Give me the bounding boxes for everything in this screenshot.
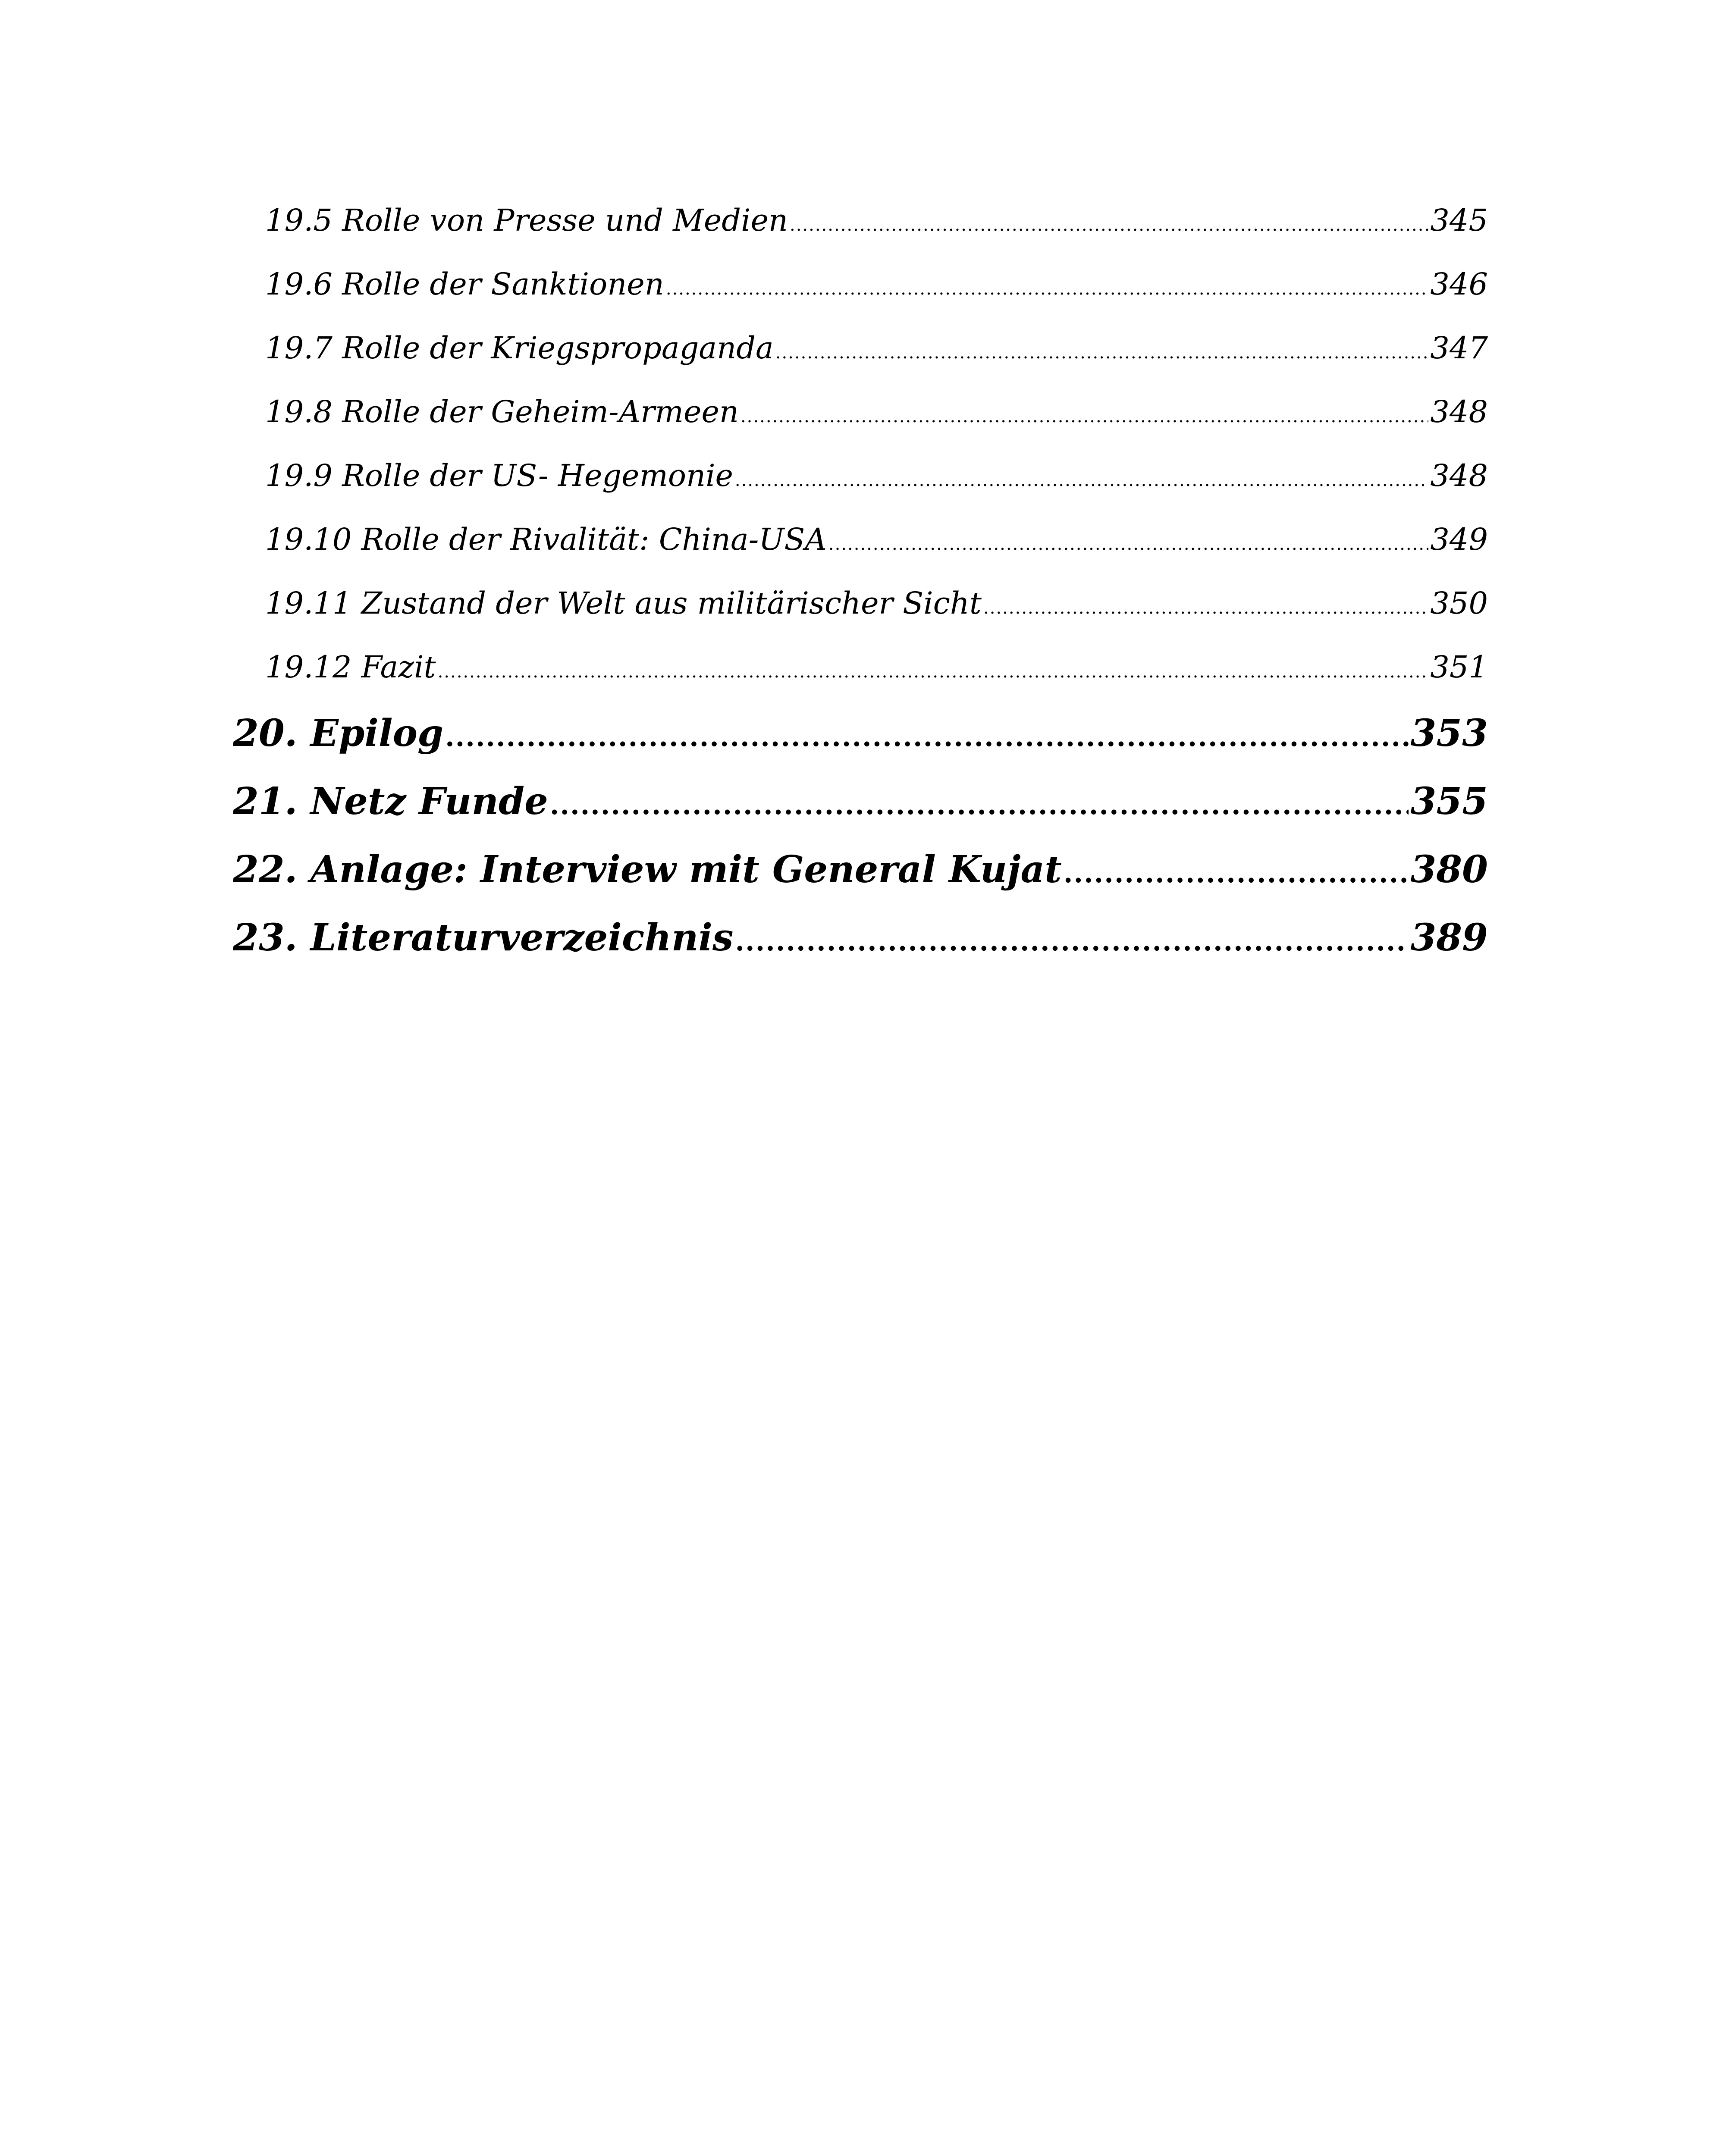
toc-page-number: 389 <box>1410 916 1488 959</box>
toc-dot-leader <box>550 789 1409 821</box>
toc-dot-leader <box>438 662 1429 682</box>
toc-page-number: 348 <box>1430 394 1488 429</box>
toc-dot-leader <box>740 407 1428 426</box>
toc-entry-title: 20. Epilog <box>233 711 444 755</box>
toc-entry-19-6[interactable] <box>233 266 1488 302</box>
toc-entry-title: 21. Netz Funde <box>233 780 548 823</box>
toc-page-number: 355 <box>1410 780 1488 823</box>
toc-entry-title: 23. Literaturverzeichnis <box>233 916 734 959</box>
toc-page-number: 349 <box>1430 522 1488 557</box>
toc-page-number: 346 <box>1430 266 1488 302</box>
toc-entry-21[interactable] <box>233 780 1488 823</box>
toc-dot-leader <box>983 598 1428 618</box>
toc-entry-19-9[interactable] <box>233 458 1488 493</box>
toc-page-number: 353 <box>1410 711 1488 755</box>
toc-entry-23[interactable] <box>233 916 1488 959</box>
toc-entry-19-8[interactable] <box>233 394 1488 429</box>
toc-entry-19-11[interactable] <box>233 586 1488 621</box>
toc-page-number: 345 <box>1430 203 1488 238</box>
toc-dot-leader <box>828 534 1429 554</box>
toc-entry-19-5[interactable] <box>233 203 1488 238</box>
toc-dot-leader <box>735 470 1428 490</box>
toc-dot-leader <box>1064 857 1409 889</box>
toc-entry-title: 19.6 Rolle der Sanktionen <box>265 266 664 302</box>
toc-entry-title: 19.5 Rolle von Presse und Medien <box>265 203 788 238</box>
toc-page-number: 351 <box>1430 649 1488 685</box>
toc-dot-leader <box>790 215 1428 235</box>
toc-entry-title: 19.10 Rolle der Rivalität: China-USA <box>265 522 827 557</box>
toc-entry-title: 19.9 Rolle der US- Hegemonie <box>265 458 733 493</box>
toc-entry-19-10[interactable] <box>233 522 1488 557</box>
toc-page-number: 350 <box>1430 586 1488 621</box>
toc-entry-19-12[interactable] <box>233 649 1488 685</box>
toc-entry-title: 19.12 Fazit <box>265 649 436 685</box>
toc-entry-22[interactable] <box>233 848 1488 891</box>
toc-dot-leader <box>445 721 1409 752</box>
toc-entry-19-7[interactable] <box>233 330 1488 366</box>
toc-entry-title: 19.11 Zustand der Welt aus militärischer Sicht <box>265 586 982 621</box>
toc-page-number: 347 <box>1430 330 1488 366</box>
toc-entry-20[interactable] <box>233 711 1488 755</box>
toc-dot-leader <box>735 925 1409 957</box>
toc-entry-title: 22. Anlage: Interview mit General Kujat <box>233 848 1062 891</box>
toc-entry-title: 19.8 Rolle der Geheim-Armeen <box>265 394 739 429</box>
toc-entry-title: 19.7 Rolle der Kriegspropaganda <box>265 330 774 366</box>
toc-dot-leader <box>775 343 1429 363</box>
toc-page-number: 380 <box>1410 848 1488 891</box>
toc-page-number: 348 <box>1430 458 1488 493</box>
toc-dot-leader <box>666 279 1429 299</box>
